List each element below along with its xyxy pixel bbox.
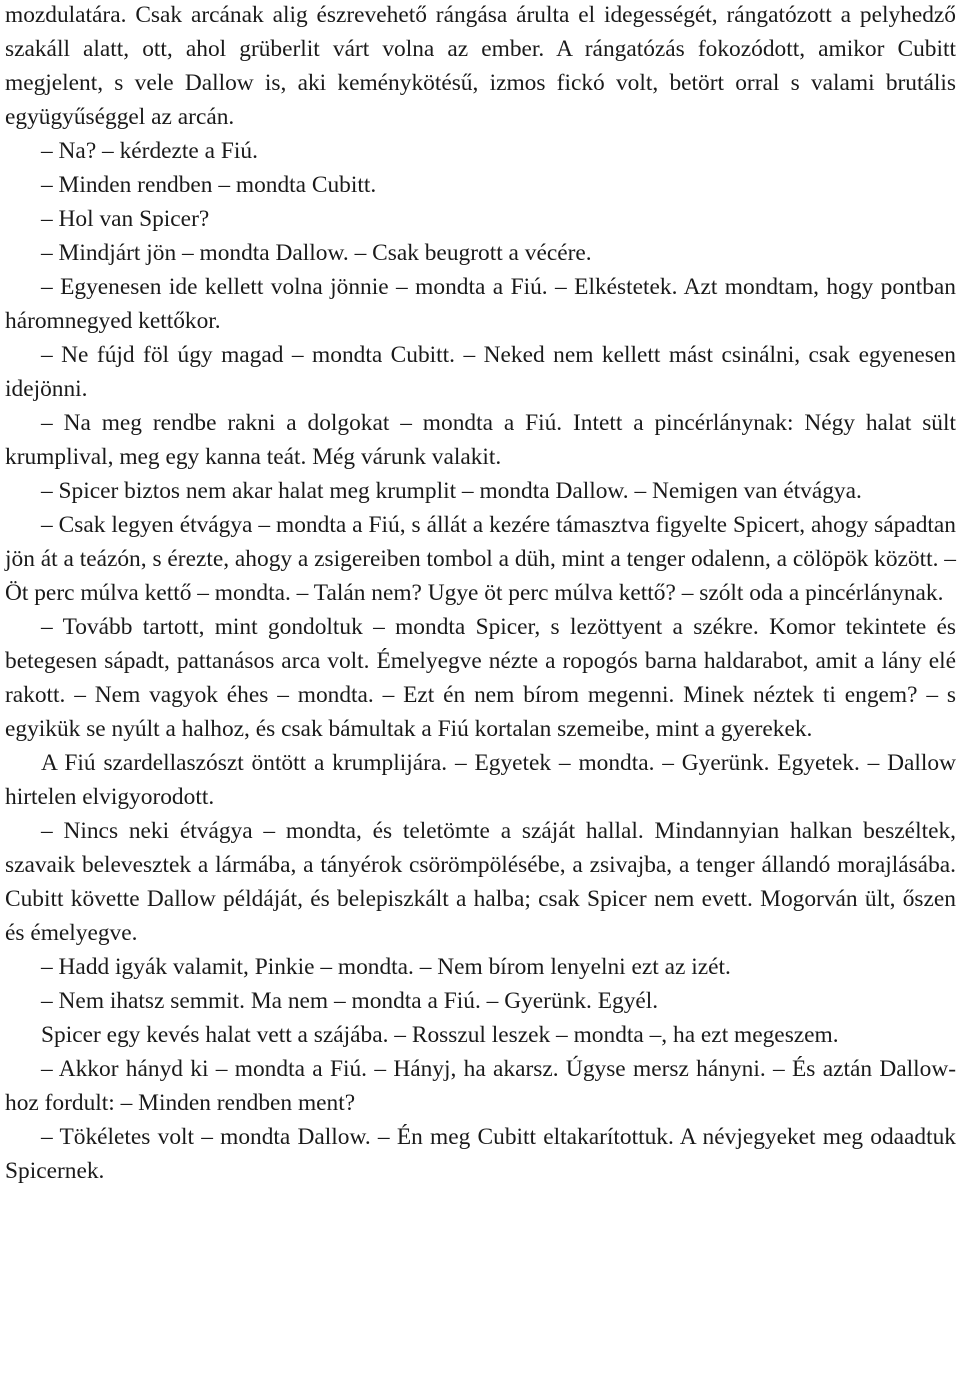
dialogue-paragraph: – Ne fújd föl úgy magad – mondta Cubitt. – Neked nem kellett mást csinálni, csak egyenesen idejönni. <box>5 342 956 402</box>
dialogue-paragraph: – Tovább tartott, mint gondoltuk – mondta Spicer, s lezöttyent a székre. Komor tekintete és betegesen sápadt, pattanásos arca volt. Émelyegve nézte a ropogós barna haldarabot, amit a lány elé rakott. – Nem vagyok éhes – mondta. – Ezt én nem bírom megenni. Minek néztek ti engem? – s egyikük se nyúlt a halhoz, és csak bámultak a Fiú kortalan szemeibe, mint a gyerekek. <box>5 614 956 742</box>
dialogue-paragraph: – Hol van Spicer? <box>41 206 210 232</box>
dialogue-paragraph: – Minden rendben – mondta Cubitt. <box>41 172 377 198</box>
dialogue-paragraph: – Hadd igyák valamit, Pinkie – mondta. – Nem bírom lenyelni ezt az izét. <box>41 954 731 980</box>
dialogue-paragraph: – Nem ihatsz semmit. Ma nem – mondta a Fiú. – Gyerünk. Egyél. <box>41 988 659 1014</box>
dialogue-paragraph: – Akkor hányd ki – mondta a Fiú. – Hányj, ha akarsz. Úgyse mersz hányni. – És aztán Dallow-hoz fordult: – Minden rendben ment? <box>5 1056 956 1116</box>
dialogue-paragraph: – Csak legyen étvágya – mondta a Fiú, s állát a kezére támasztva figyelte Spicert, ahogy sápadtan jön át a teázón, s érezte, ahogy a zsigereiben tombol a düh, mint a tenger odalenn, a cölöpök között. – Öt perc múlva kettő – mondta. – Talán nem? Ugye öt perc múlva kettő? – szólt oda a pincérlánynak. <box>5 512 956 606</box>
dialogue-paragraph: – Mindjárt jön – mondta Dallow. – Csak beugrott a vécére. <box>41 240 592 266</box>
dialogue-paragraph: – Spicer biztos nem akar halat meg krumplit – mondta Dallow. – Nemigen van étvágya. <box>41 478 862 504</box>
narrative-paragraph: A Fiú szardellaszószt öntött a krumplijára. – Egyetek – mondta. – Gyerünk. Egyetek. – Dallow hirtelen elvigyorodott. <box>5 750 956 810</box>
dialogue-paragraph: – Tökéletes volt – mondta Dallow. – Én meg Cubitt eltakarítottuk. A névjegyeket meg odaadtuk Spicernek. <box>5 1124 956 1184</box>
dialogue-paragraph: – Nincs neki étvágya – mondta, és teletömte a száját hallal. Mindannyian halkan beszéltek, szavaik belevesztek a lármába, a tányérok csörömpölésébe, a zsivajba, a tenger állandó morajlásába. Cubitt követte Dallow példáját, és belepiszkált a halba; csak Spicer nem evett. Mogorván ült, őszen és émelyegve. <box>5 818 956 946</box>
dialogue-paragraph: – Egyenesen ide kellett volna jönnie – mondta a Fiú. – Elkéstetek. Azt mondtam, hogy pontban háromnegyed kettőkor. <box>5 274 956 334</box>
dialogue-paragraph: – Na meg rendbe rakni a dolgokat – mondta a Fiú. Intett a pincérlánynak: Négy halat sült krumplival, meg egy kanna teát. Még várunk valakit. <box>5 410 956 470</box>
paragraph-continuation: mozdulatára. Csak arcának alig észrevehető rángása árulta el idegességét, rángatózott a pelyhedző szakáll alatt, ott, ahol grüberlit várt volna az ember. A rángatózás fokozódott, amikor Cubitt megjelent, s vele Dallow is, aki keménykötésű, izmos fickó volt, betört orral s valami brutális együgyűséggel az arcán. <box>5 2 956 130</box>
dialogue-paragraph: – Na? – kérdezte a Fiú. <box>41 138 258 164</box>
narrative-paragraph: Spicer egy kevés halat vett a szájába. – Rosszul leszek – mondta –, ha ezt megeszem. <box>41 1022 839 1048</box>
